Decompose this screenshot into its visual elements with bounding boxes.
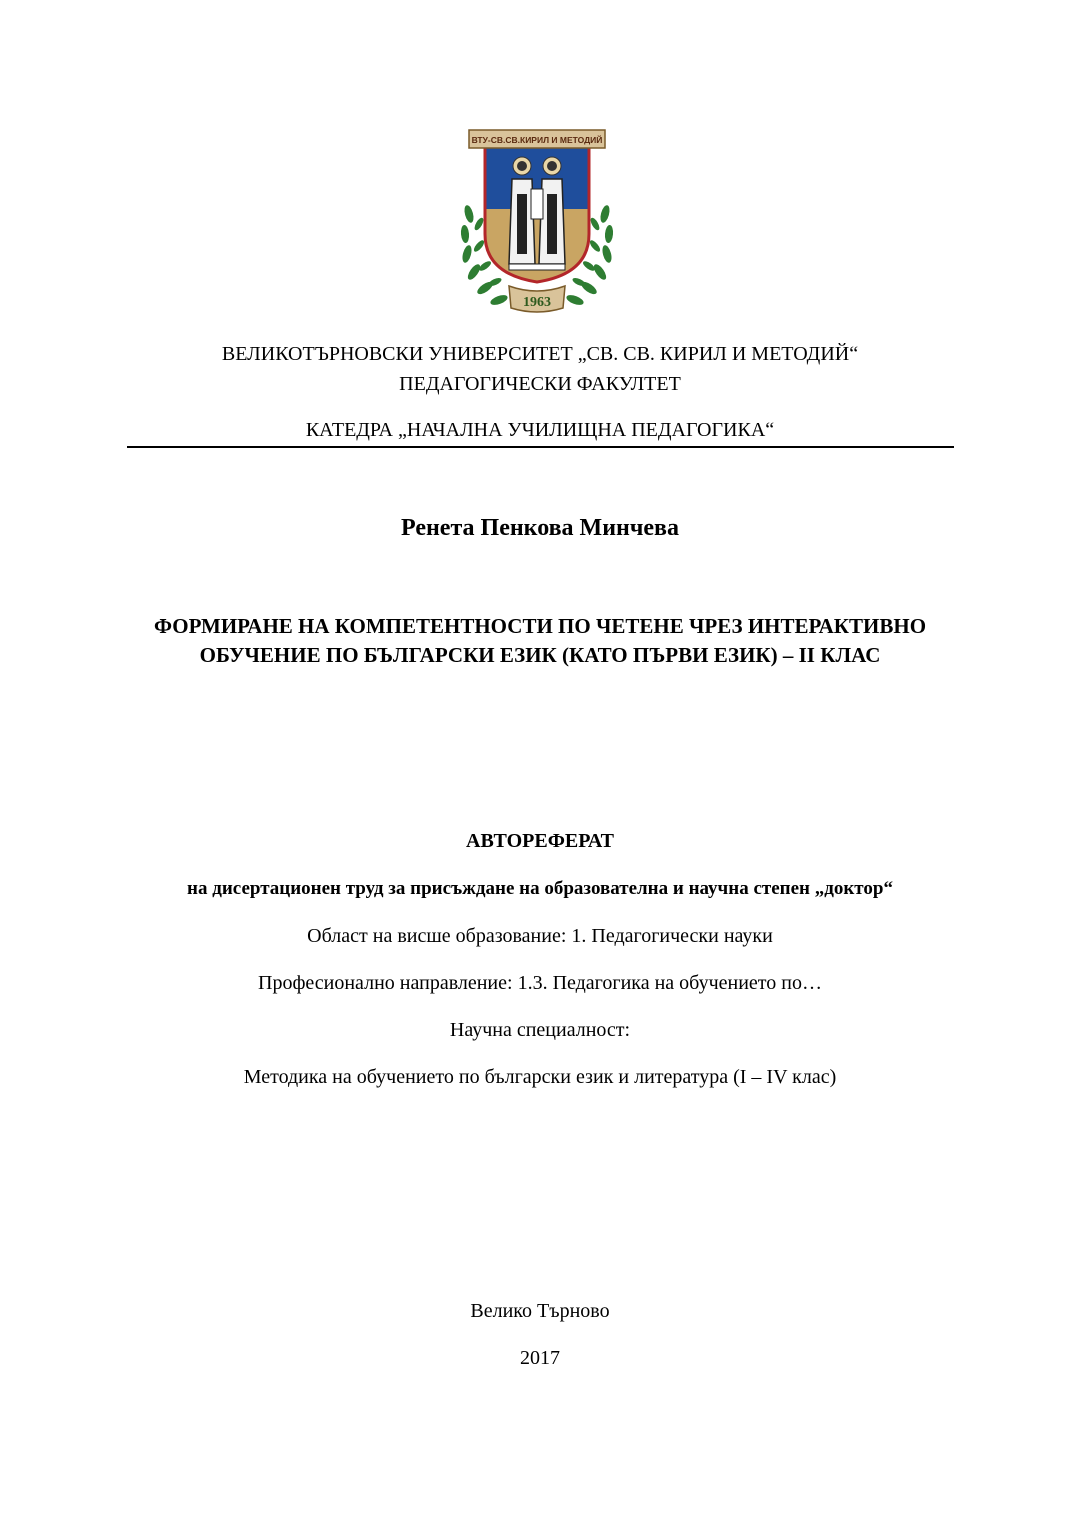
footer-city: Велико Търново [470, 1300, 610, 1322]
crest-year-ribbon [509, 286, 565, 312]
thesis-title-line-1: ФОРМИРАНЕ НА КОМПЕТЕНТНОСТИ ПО ЧЕТЕНЕ ЧРЕЗ ИНТЕРАКТИВНО [153, 614, 927, 638]
specialty-name: Методика на обучението по български език и литература (I – IV клас) [243, 1066, 837, 1088]
author-name: Ренета Пенкова Минчева [400, 515, 680, 541]
professional-direction: Професионално направление: 1.3. Педагогика на обучението по… [258, 972, 822, 994]
field-of-education: Област на висше образование: 1. Педагогически науки [307, 925, 773, 947]
crest-banner-text: ВТУ-СВ.СВ.КИРИЛ И МЕТОДИЙ [471, 135, 603, 145]
university-name: ВЕЛИКОТЪРНОВСКИ УНИВЕРСИТЕТ „СВ. СВ. КИРИЛ И МЕТОДИЙ“ [221, 343, 859, 365]
abstract-heading: АВТОРЕФЕРАТ [466, 830, 614, 852]
abstract-subtitle: на дисертационен труд за присъждане на образователна и научна степен „доктор“ [187, 878, 893, 899]
crest-banner [469, 130, 605, 148]
specialty-label: Научна специалност: [449, 1019, 631, 1041]
crest-year: 1963 [523, 295, 551, 310]
university-crest-logo [457, 124, 617, 324]
faculty-name: ПЕДАГОГИЧЕСКИ ФАКУЛТЕТ [399, 373, 681, 395]
department-name: КАТЕДРА „НАЧАЛНА УЧИЛИЩНА ПЕДАГОГИКА“ [305, 419, 775, 441]
footer-year: 2017 [520, 1347, 560, 1369]
thesis-title-line-2: ОБУЧЕНИЕ ПО БЪЛГАРСКИ ЕЗИК (КАТО ПЪРВИ ЕЗИК) – II КЛАС [199, 643, 881, 667]
header-divider [127, 446, 954, 448]
